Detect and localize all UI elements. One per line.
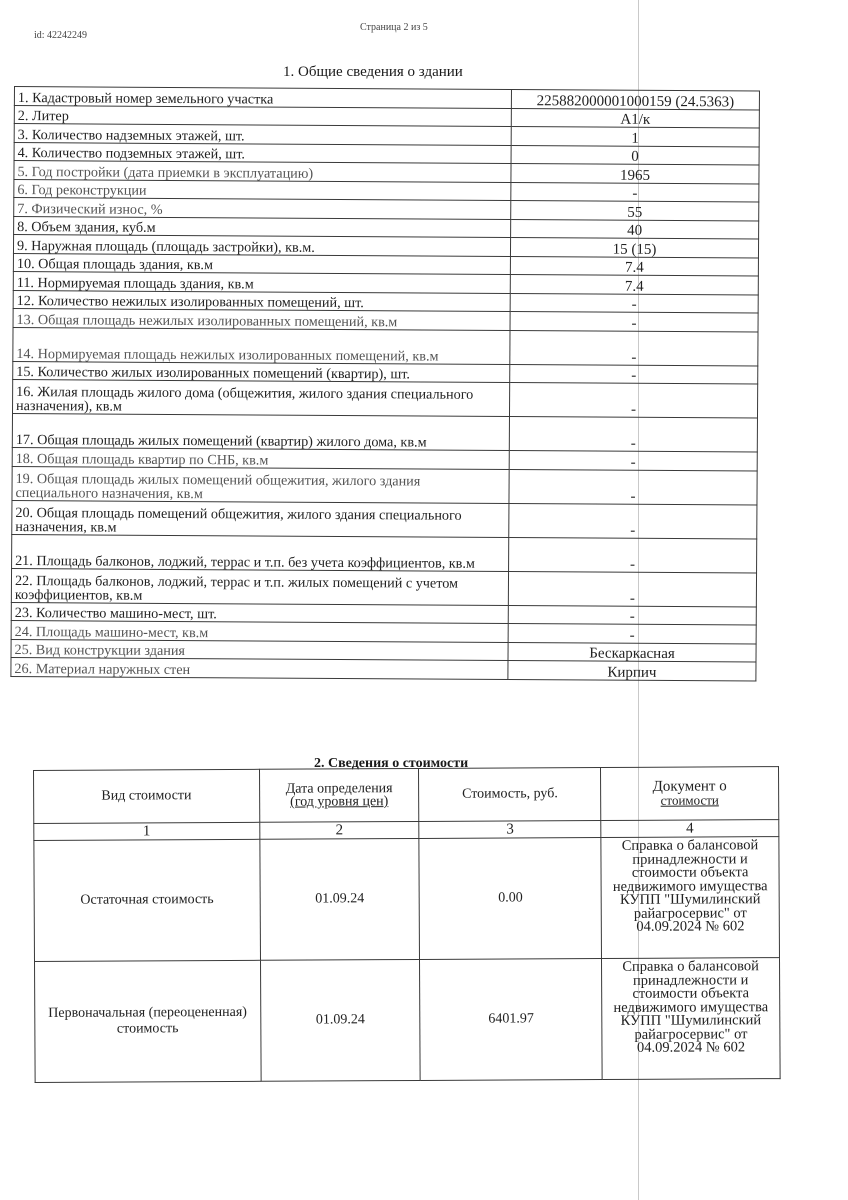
row-value: - [509,451,757,471]
table-row [13,361,758,384]
row-value: - [511,182,759,202]
cost-document: Справка о балансовой принадлежности и стоимости объекта недвижимого имущества КУПП "Шумилинский райагросервис" от 04.09.2024 № 602 [601,837,779,959]
row-value: - [509,503,757,539]
row-value: - [508,571,756,607]
row-value: - [509,383,757,419]
cost-date: 01.09.24 [260,959,420,1081]
row-value: - [510,312,758,332]
table-row [12,500,757,539]
cost-table-header [34,767,779,824]
cost-type: Остаточная стоимость [34,839,260,961]
row-label: 2. Литер [14,105,511,127]
table-row [13,327,758,366]
table-row [34,837,780,962]
row-value: - [509,537,757,573]
cost-value: 6401.97 [420,959,602,1081]
table-row [14,216,759,239]
row-value: - [510,330,758,366]
row-label: 5. Год постройки (дата приемки в эксплуатацию) [14,161,511,183]
cost-type: Первоначальная (переоцененная) стоимость [35,960,261,1082]
row-label: 22. Площадь балконов, лоджий, террас и т.п. жилых помещений с учетом коэффициентов, кв.м [11,568,508,605]
row-value: 7.4 [510,275,758,295]
row-value: - [509,469,757,505]
cost-table [33,766,781,1083]
row-value: Бескаркасная [508,642,756,662]
table-row [13,271,758,294]
row-label: 21. Площадь балконов, лоджий, террас и т.п. без учета коэффициентов, кв.м [12,534,509,571]
row-label: 12. Количество нежилых изолированных помещений, шт. [13,290,510,312]
row-value: 55 [511,201,759,221]
table-row [11,639,756,662]
table-row [14,87,759,110]
row-value: 15 (15) [510,238,758,258]
table-row [35,958,781,1083]
table-row [11,568,756,607]
row-value: - [508,624,756,644]
table-row [12,413,757,452]
column-number: 2 [259,821,419,839]
column-number: 3 [419,821,601,839]
row-value: 7.4 [510,256,758,276]
column-header-type [34,769,260,823]
row-label: 19. Общая площадь жилых помещений общежития, жилого здания специального назначения, кв.м [12,466,509,503]
header-text: Вид стоимости [101,788,192,804]
row-label: 6. Год реконструкции [14,179,511,201]
row-label: 24. Площадь машино-мест, кв.м [11,620,508,642]
section1-title: 1. Общие сведения о здании [283,64,463,80]
row-label: 16. Жилая площадь жилого дома (общежития, жилого здания специального назначения), кв.м [12,379,509,416]
row-value: - [510,293,758,313]
page-indicator: Страница 2 из 5 [360,22,428,33]
column-header-cost [419,768,601,822]
table-row [12,534,757,573]
cost-date: 01.09.24 [260,838,420,960]
row-value: Кирпич [508,661,756,681]
table-row [14,161,759,184]
row-label: 26. Материал наружных стен [11,657,508,679]
table-row [13,290,758,313]
header-subtext: (год уровня цен) [290,794,389,810]
row-value: - [509,417,757,453]
column-header-document [601,767,779,821]
row-label: 14. Нормируемая площадь нежилых изолированных помещений, кв.м [13,327,510,364]
row-label: 15. Количество жилых изолированных помещений (квартир), шт. [13,361,510,383]
row-label: 8. Объем здания, куб.м [14,216,511,238]
table-row [11,620,756,643]
header-text: Дата определения [285,781,393,797]
column-header-date [259,768,419,822]
header-text: Стоимость, руб. [462,786,558,802]
row-label: 25. Вид конструкции здания [11,639,508,661]
row-value: 225882000001000159 (24.5363) [511,90,759,110]
row-label: 1. Кадастровый номер земельного участка [14,87,511,109]
row-label: 18. Общая площадь квартир по СНБ, кв.м [12,447,509,469]
row-label: 4. Количество подземных этажей, шт. [14,142,511,164]
table-row [12,447,757,470]
table-row [12,466,757,505]
row-value: А1/к [511,108,759,128]
row-value: - [508,605,756,625]
row-value: 1965 [511,164,759,184]
row-value: 1 [511,127,759,147]
table-row [14,142,759,165]
table-row [12,379,757,418]
row-label: 20. Общая площадь помещений общежития, жилого здания специального назначения, кв.м [12,500,509,537]
row-label: 17. Общая площадь жилых помещений (квартир) жилого дома, кв.м [12,413,509,450]
row-label: 11. Нормируемая площадь здания, кв.м [13,271,510,293]
row-label: 7. Физический износ, % [14,198,511,220]
section2-title: 2. Сведения о стоимости [314,756,469,771]
column-number: 1 [34,822,260,840]
row-label: 3. Количество надземных этажей, шт. [14,124,511,146]
cost-value: 0.00 [419,838,601,960]
cost-document: Справка о балансовой принадлежности и стоимости объекта недвижимого имущества КУПП "Шумилинский райагросервис" от 04.09.2024 № 602 [602,958,780,1080]
row-value: - [510,364,758,384]
table-row [13,235,758,258]
column-number: 4 [601,820,779,838]
table-row [13,308,758,331]
table-row [14,198,759,221]
row-label: 10. Общая площадь здания, кв.м [13,253,510,275]
row-label: 9. Наружная площадь (площадь застройки), кв.м. [13,235,510,257]
table-row [11,602,756,625]
document-id: id: 42242249 [34,30,88,41]
row-value: 40 [511,219,759,239]
header-text: Документ о [652,778,727,795]
row-label: 13. Общая площадь нежилых изолированных помещений, кв.м [13,308,510,330]
header-subtext: стоимости [660,792,719,808]
row-value: 0 [511,145,759,165]
building-info-table [10,86,760,681]
row-label: 23. Количество машино-мест, шт. [11,602,508,624]
